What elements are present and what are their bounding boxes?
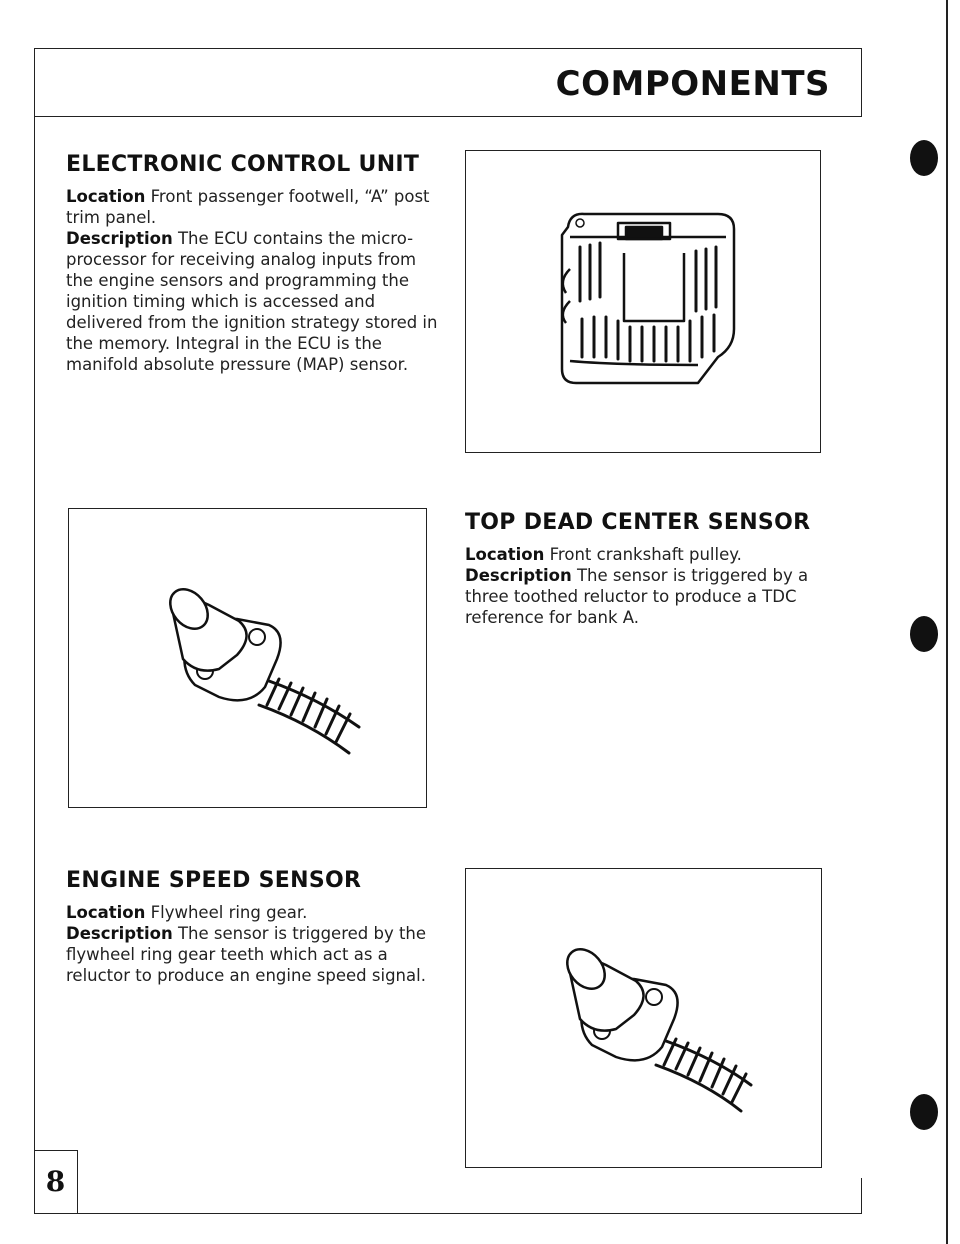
binder-hole bbox=[910, 140, 938, 176]
description-paragraph bbox=[66, 228, 446, 375]
header-rule bbox=[34, 116, 862, 117]
description-text: The sensor is triggered by the flywheel ring gear teeth which act as a reluctor to produce an engine speed signal. bbox=[66, 924, 427, 985]
description-label: Description bbox=[465, 566, 572, 585]
location-label: Location bbox=[66, 903, 146, 922]
ecu-illustration-frame bbox=[465, 150, 821, 453]
frame-top-rule bbox=[34, 48, 862, 49]
frame-left-rule bbox=[34, 48, 35, 1214]
frame-right-bottom-rule bbox=[861, 1178, 862, 1214]
description-paragraph bbox=[66, 923, 436, 986]
section-heading: ENGINE SPEED SENSOR bbox=[66, 868, 362, 893]
page-title: COMPONENTS bbox=[555, 64, 830, 104]
binder-hole bbox=[910, 616, 938, 652]
page-number-box bbox=[34, 1150, 78, 1214]
binder-hole bbox=[910, 1094, 938, 1130]
location-paragraph bbox=[465, 544, 825, 565]
location-text: Front passenger footwell, “A” post trim panel. bbox=[66, 187, 430, 227]
description-text: The sensor is triggered by a three toothed reluctor to produce a TDC reference for bank A. bbox=[465, 566, 809, 627]
location-label: Location bbox=[465, 545, 545, 564]
description-text: The ECU contains the micro-processor for receiving analog inputs from the engine sensors and programming the ignition timing which is accessed and delivered from the ignition strategy stored in the memory. Integral in the ECU is the manifold absolute pressure (MAP) sensor. bbox=[66, 229, 438, 374]
section-heading: ELECTRONIC CONTROL UNIT bbox=[66, 152, 420, 177]
location-paragraph bbox=[66, 186, 446, 228]
frame-bottom-rule bbox=[34, 1213, 862, 1214]
location-label: Location bbox=[66, 187, 146, 206]
ecu-module-icon bbox=[466, 151, 819, 451]
section-engine-speed-sensor bbox=[66, 868, 436, 986]
location-text: Front crankshaft pulley. bbox=[549, 545, 742, 564]
engine-speed-sensor-illustration-frame bbox=[465, 868, 822, 1168]
section-top-dead-center-sensor bbox=[465, 510, 825, 628]
description-paragraph bbox=[465, 565, 825, 628]
location-paragraph bbox=[66, 902, 436, 923]
description-label: Description bbox=[66, 229, 173, 248]
description-label: Description bbox=[66, 924, 173, 943]
location-text: Flywheel ring gear. bbox=[150, 903, 308, 922]
page-number: 8 bbox=[45, 1165, 66, 1198]
frame-right-rule bbox=[861, 48, 862, 116]
tdc-sensor-illustration-frame bbox=[68, 508, 427, 808]
tdc-sensor-icon bbox=[69, 509, 425, 806]
section-electronic-control-unit bbox=[66, 152, 446, 375]
section-heading: TOP DEAD CENTER SENSOR bbox=[465, 510, 811, 535]
binding-edge-line bbox=[946, 0, 948, 1244]
engine-speed-sensor-icon bbox=[466, 869, 820, 1166]
